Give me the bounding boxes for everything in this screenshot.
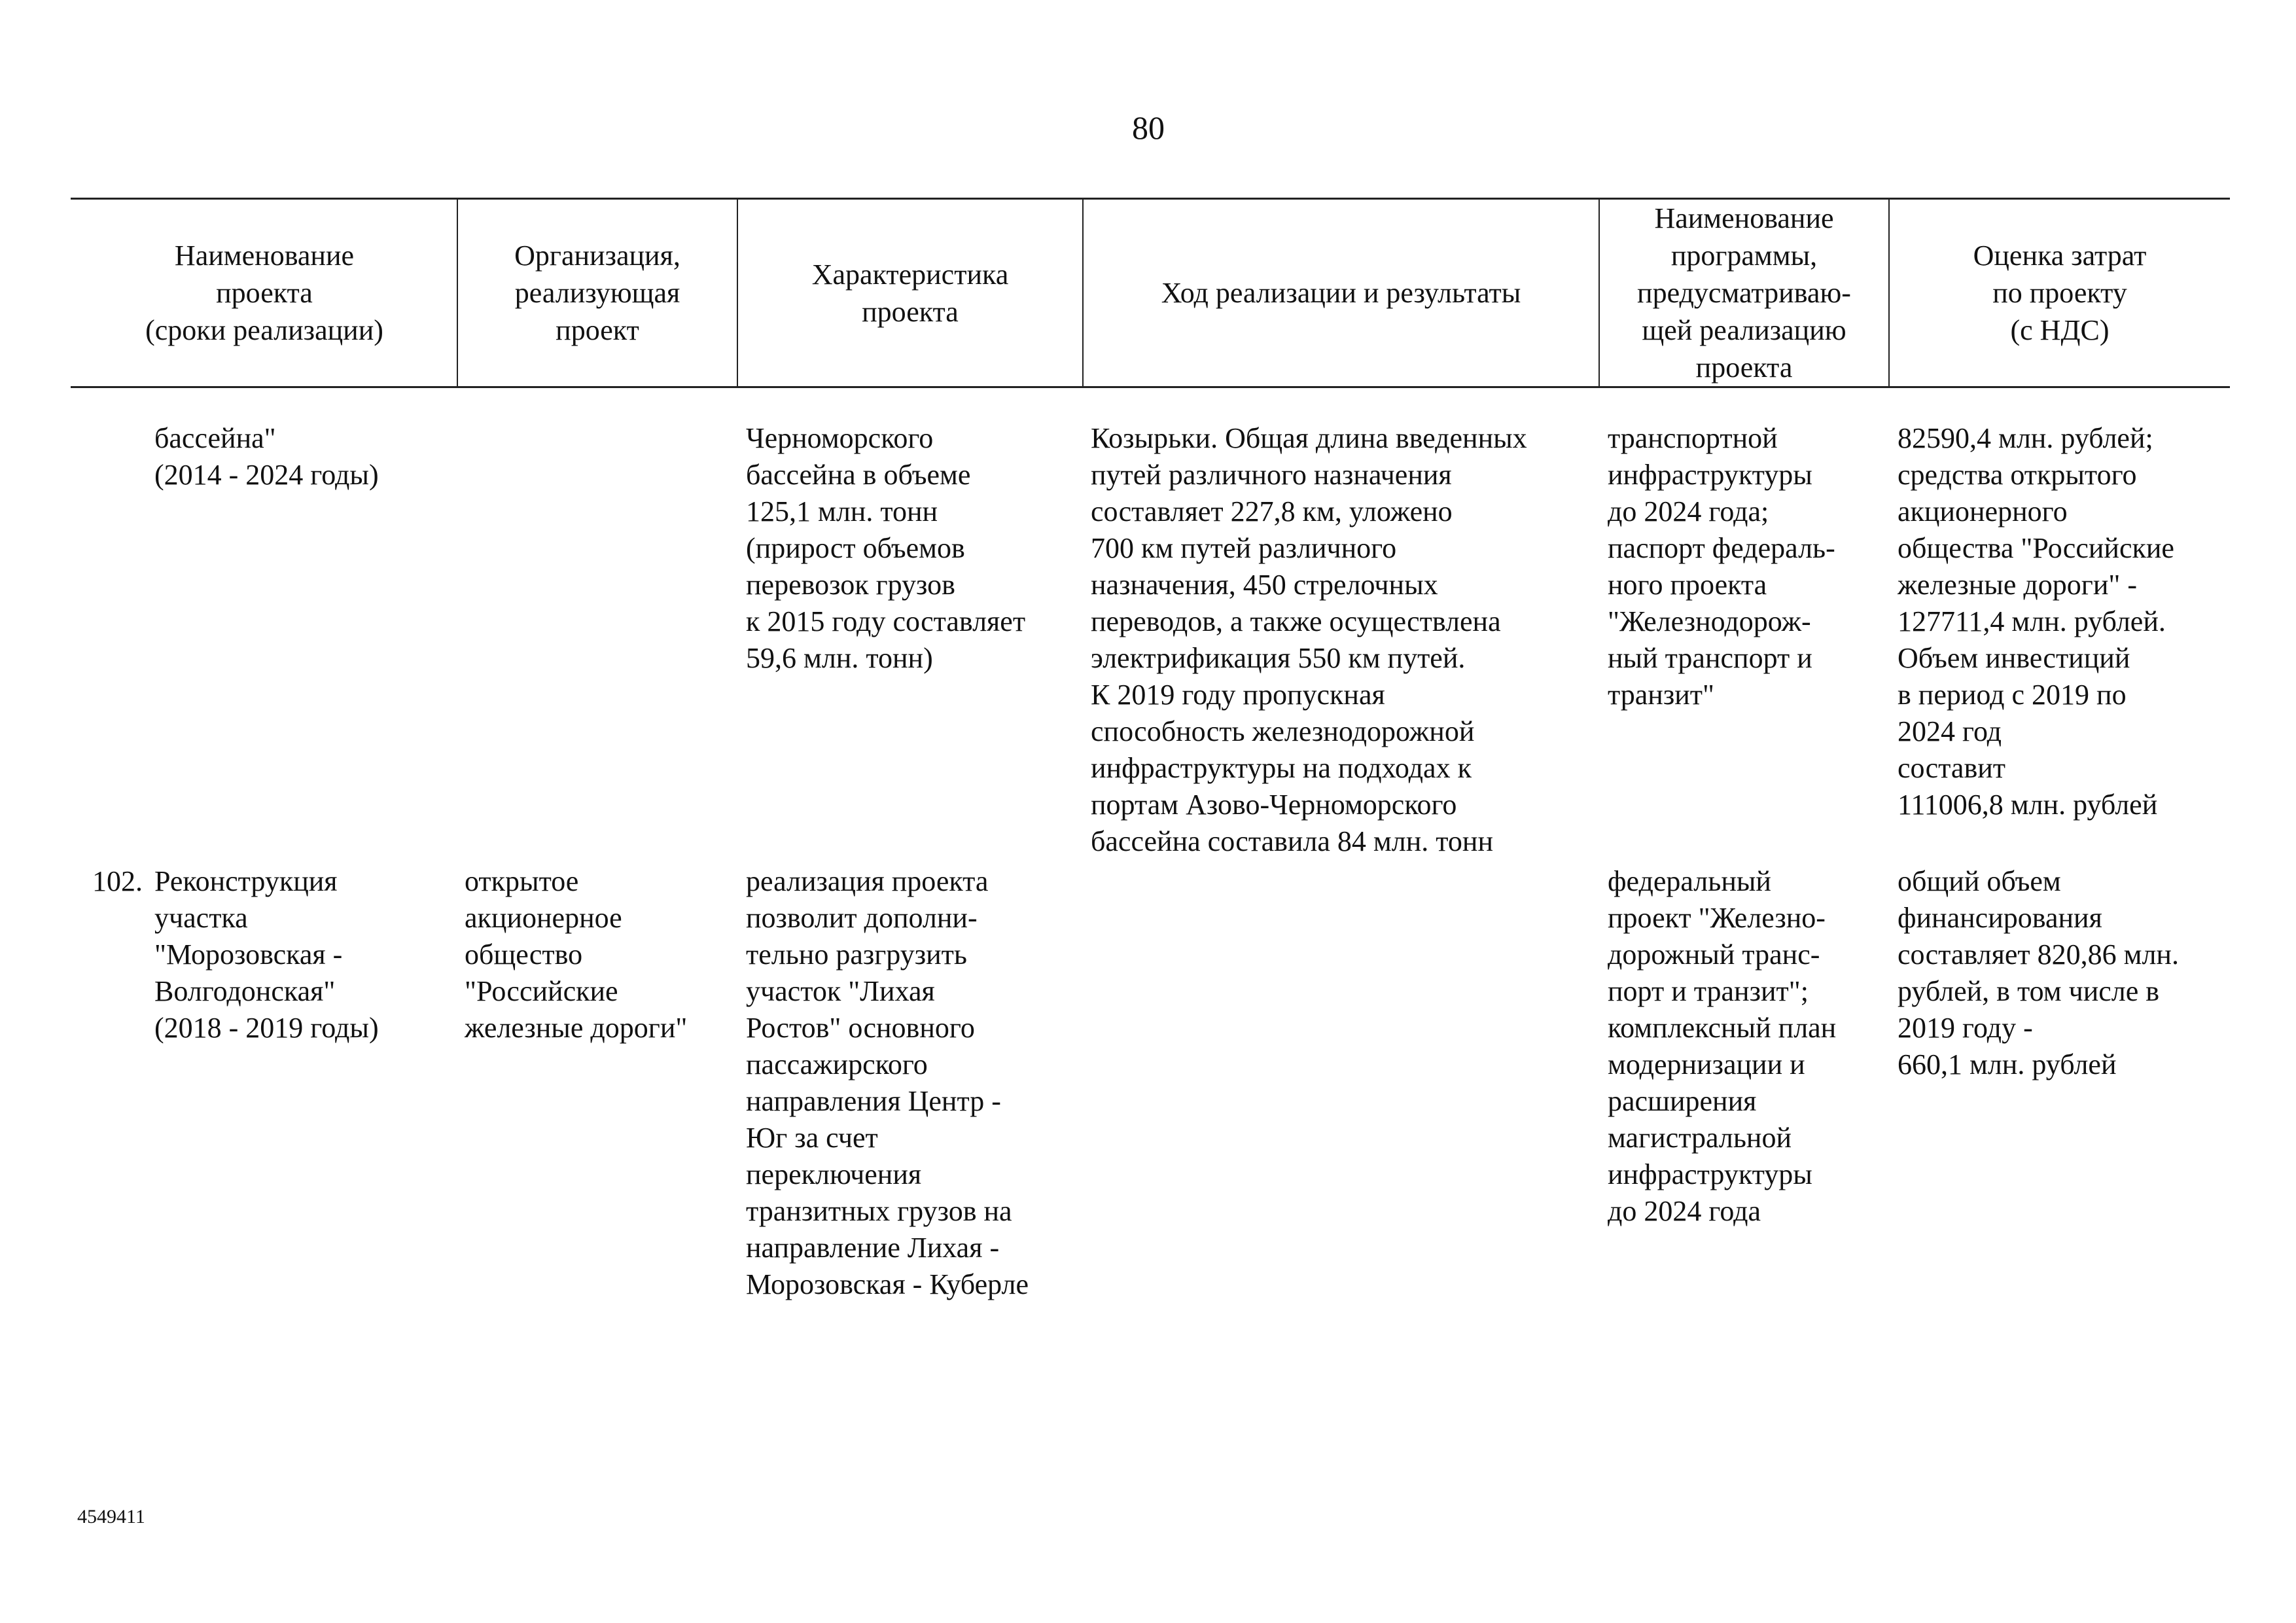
header-characteristic: Характеристика проекта — [811, 258, 1009, 328]
cell-program: транспортной инфраструктуры до 2024 года; паспорт федераль- ного проекта "Железнодорож- ный транспорт и транзит" — [1608, 422, 1835, 711]
table-header-bottom-border — [71, 386, 2230, 388]
cell-program: федеральный проект "Железно- дорожный транс- порт и транзит"; комплексный план модернизации и расширения магистральной инфраструктуры до 2024 года — [1608, 865, 1837, 1227]
cell-cost: общий объем финансирования составляет 820,86 млн. рублей, в том числе в 2019 году - 660,1 млн. рублей — [1898, 865, 2179, 1080]
cell-organization: открытое акционерное общество "Российские железные дороги" — [465, 865, 688, 1044]
header-cost: Оценка затрат по проекту (с НДС) — [1973, 240, 2147, 346]
cell-project-name: бассейна" (2014 - 2024 годы) — [154, 422, 379, 491]
cell-characteristic: реализация проекта позволит дополни- тельно разгрузить участок "Лихая Ростов" основного пассажирского направления Центр - Юг за счет переключения транзитных грузов на направление Лихая - Морозовская - Куберле — [746, 865, 1029, 1300]
header-organization: Организация, реализующая проект — [514, 240, 680, 346]
document-id: 4549411 — [77, 1506, 145, 1527]
cell-project-name: Реконструкция участка "Морозовская - Волгодонская" (2018 - 2019 годы) — [154, 865, 379, 1044]
page-number: 80 — [1132, 109, 1165, 146]
cell-characteristic: Черноморского бассейна в объеме 125,1 млн. тонн (прирост объемов перевозок грузов к 2015 году составляет 59,6 млн. тонн) — [746, 422, 1026, 674]
header-program: Наименование программы, предусматриваю- щей реализацию проекта — [1637, 202, 1851, 383]
cell-progress: Козырьки. Общая длина введенных путей различного назначения составляет 227,8 км, уложено 700 км путей различного назначения, 450 стрелочных переводов, а также осуществлена электрификация 550 км путей. К 2019 году пропускная способность железнодорожной инфраструктуры на подходах к портам Азово-Черноморского бассейна составила 84 млн. тонн — [1091, 422, 1527, 857]
header-project-name: Наименование проекта (сроки реализации) — [145, 240, 383, 346]
cell-cost: 82590,4 млн. рублей; средства открытого акционерного общества "Российские железные дороги" - 127711,4 млн. рублей. Объем инвестиций в период с 2019 по 2024 год составит 111006,8 млн. рублей — [1898, 422, 2174, 821]
row-number: 102. — [92, 865, 143, 897]
header-progress: Ход реализации и результаты — [1161, 277, 1521, 309]
